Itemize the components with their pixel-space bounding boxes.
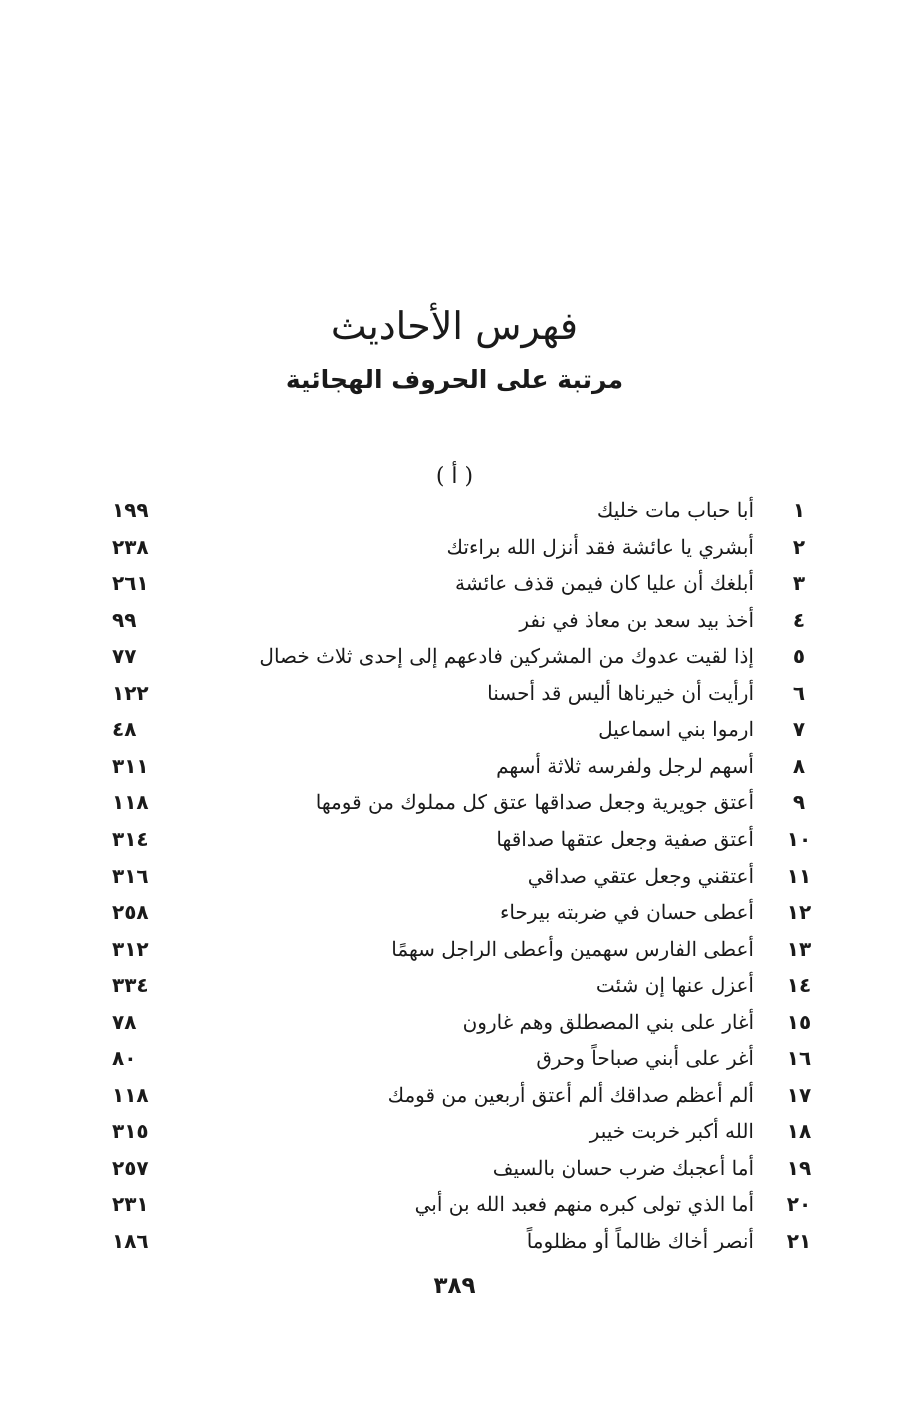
entry-number: ٢ <box>792 534 806 559</box>
page-subtitle: مرتبة على الحروف الهجائية <box>285 365 624 394</box>
index-entry <box>0 602 909 638</box>
entry-hadith-text: أرأيت أن خيرناها أليس قد أحسنا <box>487 680 754 705</box>
index-entry <box>0 1186 909 1222</box>
page-number: ٣٨٩ <box>433 1273 476 1299</box>
entry-hadith-text: أعتق صفية وجعل عتقها صداقها <box>496 826 754 851</box>
entry-hadith-text: أغار على بني المصطلق وهم غارون <box>462 1009 754 1034</box>
index-entry <box>0 1223 909 1259</box>
index-entry <box>0 858 909 894</box>
entry-page-number: ٢٣١ <box>112 1192 149 1217</box>
index-entry <box>0 894 909 930</box>
entry-hadith-text: أما الذي تولى كبره منهم فعبد الله بن أبي <box>414 1192 754 1217</box>
index-entry <box>0 638 909 674</box>
entry-page-number: ٣٣٤ <box>112 973 149 998</box>
index-entry <box>0 967 909 1003</box>
index-entry <box>0 529 909 565</box>
index-entry <box>0 931 909 967</box>
entry-number: ١٤ <box>786 973 812 998</box>
entry-number: ١٢ <box>786 900 812 925</box>
entry-number: ١١ <box>786 863 812 888</box>
entry-number: ٩ <box>792 790 806 815</box>
entry-page-number: ٣١٢ <box>112 936 149 961</box>
entry-hadith-text: إذا لقيت عدوك من المشركين فادعهم إلى إحدى ثلاث خصال <box>259 644 754 669</box>
entry-page-number: ١٩٩ <box>112 498 149 522</box>
entry-number: ٥ <box>792 644 806 669</box>
entry-page-number: ٧٨ <box>112 1009 137 1034</box>
entry-hadith-text: أعزل عنها إن شئت <box>595 973 754 998</box>
entry-number: ٢١ <box>786 1229 812 1253</box>
entry-page-number: ١٢٢ <box>112 680 149 705</box>
index-entry <box>0 1004 909 1040</box>
entry-page-number: ٢٦١ <box>112 571 149 596</box>
index-entry <box>0 784 909 820</box>
entry-number: ١ <box>792 498 806 522</box>
entry-hadith-text: ارموا بني اسماعيل <box>598 717 754 742</box>
entry-hadith-text: أسهم لرجل ولفرسه ثلاثة أسهم <box>496 753 754 778</box>
index-entry <box>0 1040 909 1076</box>
entry-page-number: ٧٧ <box>112 644 137 669</box>
entry-number: ٣ <box>792 571 806 596</box>
entry-number: ١٩ <box>786 1155 812 1180</box>
index-entry <box>0 492 909 528</box>
entry-number: ١٠ <box>786 826 812 851</box>
entry-hadith-text: أخذ بيد سعد بن معاذ في نفر <box>519 607 754 632</box>
entry-hadith-text: أغر على أبني صباحاً وحرق <box>536 1046 754 1071</box>
page-title: فهرس الأحاديث <box>330 304 579 348</box>
entry-hadith-text: ألم أعظم صداقك ألم أعتق أربعين من قومك <box>387 1082 754 1107</box>
index-entry <box>0 748 909 784</box>
entry-page-number: ٣١٤ <box>112 826 149 851</box>
entry-page-number: ٢٣٨ <box>112 534 149 559</box>
entry-number: ٧ <box>792 717 806 742</box>
entry-number: ٦ <box>792 680 806 705</box>
index-entry <box>0 1077 909 1113</box>
entry-page-number: ٩٩ <box>112 607 137 632</box>
index-entry <box>0 1113 909 1149</box>
entry-page-number: ٢٥٧ <box>112 1155 149 1180</box>
entry-page-number: ٣١١ <box>112 753 149 778</box>
entry-number: ١٧ <box>786 1082 812 1107</box>
entry-number: ١٣ <box>786 936 812 961</box>
entry-number: ٤ <box>792 607 806 632</box>
index-entry <box>0 711 909 747</box>
entry-page-number: ١٨٦ <box>112 1229 149 1253</box>
entry-hadith-text: الله أكبر خربت خيبر <box>589 1119 754 1144</box>
index-entry <box>0 675 909 711</box>
entry-number: ١٥ <box>786 1009 812 1034</box>
index-entry <box>0 565 909 601</box>
entry-page-number: ٢٥٨ <box>112 900 149 925</box>
entry-hadith-text: أبا حباب مات خليك <box>596 498 754 522</box>
entry-hadith-text: أعتقني وجعل عتقي صداقي <box>527 863 754 888</box>
entry-page-number: ٣١٦ <box>112 863 149 888</box>
entry-hadith-text: أنصر أخاك ظالماً أو مظلوماً <box>526 1229 754 1253</box>
entry-hadith-text: أعطى الفارس سهمين وأعطى الراجل سهمًا <box>391 936 754 961</box>
entry-number: ٨ <box>792 753 806 778</box>
entry-page-number: ٣١٥ <box>112 1119 149 1144</box>
entry-number: ٢٠ <box>786 1192 812 1217</box>
entry-hadith-text: أبشري يا عائشة فقد أنزل الله براءتك <box>446 534 754 559</box>
entry-hadith-text: أعتق جويرية وجعل صداقها عتق كل مملوك من قومها <box>315 790 754 815</box>
entry-number: ١٨ <box>786 1119 812 1144</box>
entry-page-number: ١١٨ <box>112 1082 149 1107</box>
entry-number: ١٦ <box>786 1046 812 1071</box>
index-entry <box>0 821 909 857</box>
entry-hadith-text: أعطى حسان في ضربته بيرحاء <box>499 900 754 925</box>
entry-page-number: ٤٨ <box>112 717 137 742</box>
entry-hadith-text: أما أعجبك ضرب حسان بالسيف <box>492 1155 754 1180</box>
entry-page-number: ١١٨ <box>112 790 149 815</box>
entry-hadith-text: أبلغك أن عليا كان فيمن قذف عائشة <box>455 571 754 596</box>
index-entry <box>0 1150 909 1186</box>
entry-page-number: ٨٠ <box>112 1046 137 1071</box>
section-letter: ( أ ) <box>435 464 474 489</box>
